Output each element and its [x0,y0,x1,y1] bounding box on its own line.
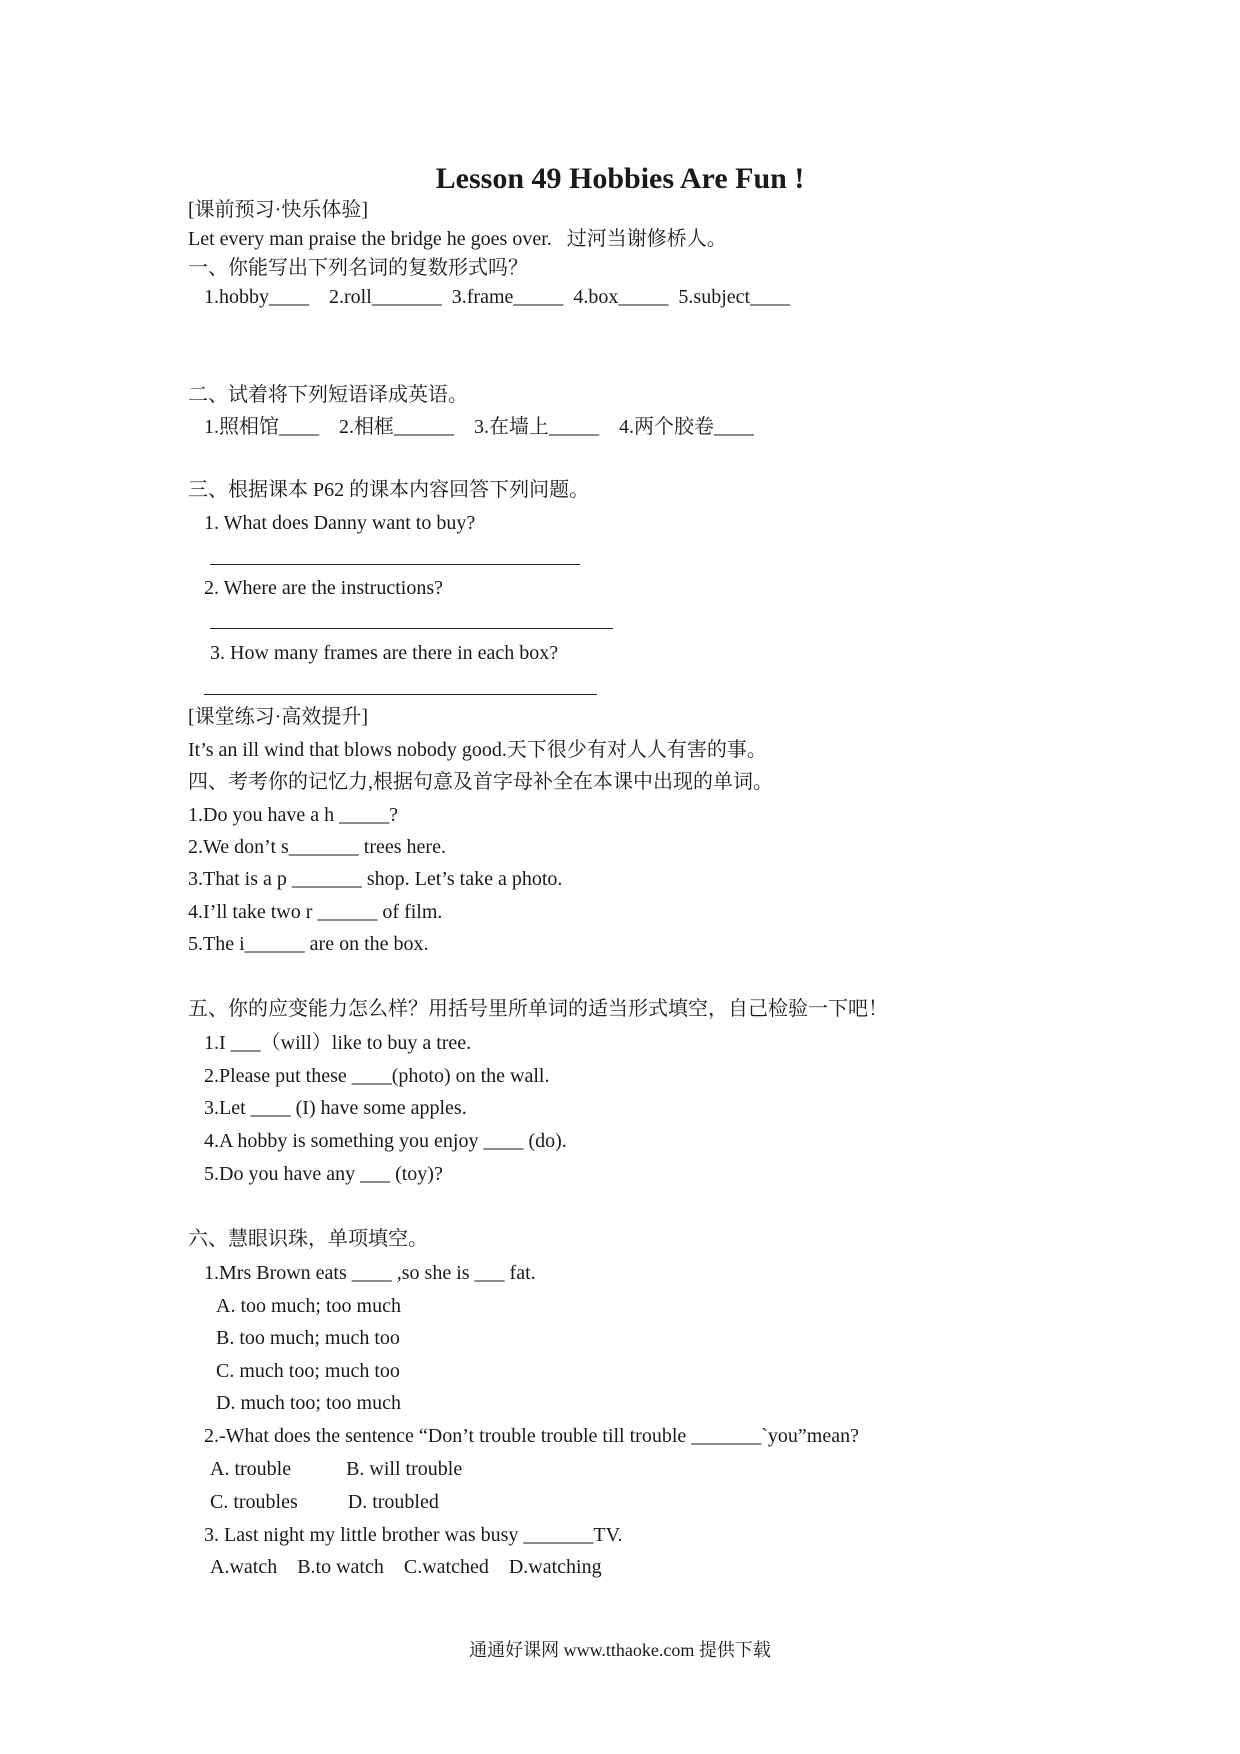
q6-q1-option-d: D. much too; too much [216,1392,401,1414]
q5-item-4: 4.A hobby is something you enjoy ____ (do). [204,1130,567,1152]
q3-heading: 三、根据课本 P62 的课本内容回答下列问题。 [188,479,590,501]
q1-items: 1.hobby____ 2.roll_______ 3.frame_____ 4.box_____ 5.subject____ [204,286,791,308]
q5-item-3: 3.Let ____ (I) have some apples. [204,1097,467,1119]
q6-q2-options-row-1: A. trouble B. will trouble [210,1458,463,1480]
q6-q1-option-a: A. too much; too much [216,1295,401,1317]
page-title: Lesson 49 Hobbies Are Fun ! [435,162,805,195]
q3-question-3: 3. How many frames are there in each box? [210,642,559,664]
proverb-practice: It’s an ill wind that blows nobody good.天下很少有对人人有害的事。 [188,739,767,761]
q6-q1-option-b: B. too much; much too [216,1327,400,1349]
q4-heading: 四、考考你的记忆力,根据句意及首字母补全在本课中出现的单词。 [188,771,773,793]
q3-question-1: 1. What does Danny want to buy? [204,512,476,534]
q2-heading: 二、试着将下列短语译成英语。 [188,384,468,406]
q5-item-2: 2.Please put these ____(photo) on the wall. [204,1065,550,1087]
q6-question-1: 1.Mrs Brown eats ____ ,so she is ___ fat. [204,1262,536,1284]
q4-item-1: 1.Do you have a h _____? [188,804,398,826]
q6-heading: 六、慧眼识珠，单项填空。 [188,1228,428,1250]
answer-line-2[interactable] [210,628,613,629]
q5-item-5: 5.Do you have any ___ (toy)? [204,1163,443,1185]
q6-q1-option-c: C. much too; much too [216,1360,400,1382]
q4-item-4: 4.I’ll take two r ______ of film. [188,901,443,923]
page-footer: 通通好课网 www.tthaoke.com 提供下载 [469,1640,771,1660]
proverb-preview: Let every man praise the bridge he goes over. 过河当谢修桥人。 [188,228,727,250]
q4-item-5: 5.The i______ are on the box. [188,933,429,955]
q2-items: 1.照相馆____ 2.相框______ 3.在墙上_____ 4.两个胶卷____ [204,416,754,438]
q5-heading: 五、你的应变能力怎么样？用括号里所单词的适当形式填空，自己检验一下吧！ [188,998,888,1020]
q5-item-1: 1.I ___（will）like to buy a tree. [204,1032,472,1054]
q4-item-3: 3.That is a p _______ shop. Let’s take a photo. [188,868,563,890]
answer-line-3[interactable] [204,694,597,695]
section-header-preview: [课前预习·快乐体验] [188,199,368,221]
answer-line-1[interactable] [210,564,580,565]
q6-q3-options: A.watch B.to watch C.watched D.watching [210,1556,602,1578]
section-header-practice: [课堂练习·高效提升] [188,706,368,728]
q6-question-2: 2.-What does the sentence “Don’t trouble trouble till trouble _______`you”mean? [204,1425,859,1447]
q4-item-2: 2.We don’t s_______ trees here. [188,836,446,858]
q6-q2-options-row-2: C. troubles D. troubled [210,1491,439,1513]
q1-heading: 一、你能写出下列名词的复数形式吗？ [188,257,528,279]
q6-question-3: 3. Last night my little brother was busy _______TV. [204,1524,623,1546]
q3-question-2: 2. Where are the instructions? [204,577,443,599]
